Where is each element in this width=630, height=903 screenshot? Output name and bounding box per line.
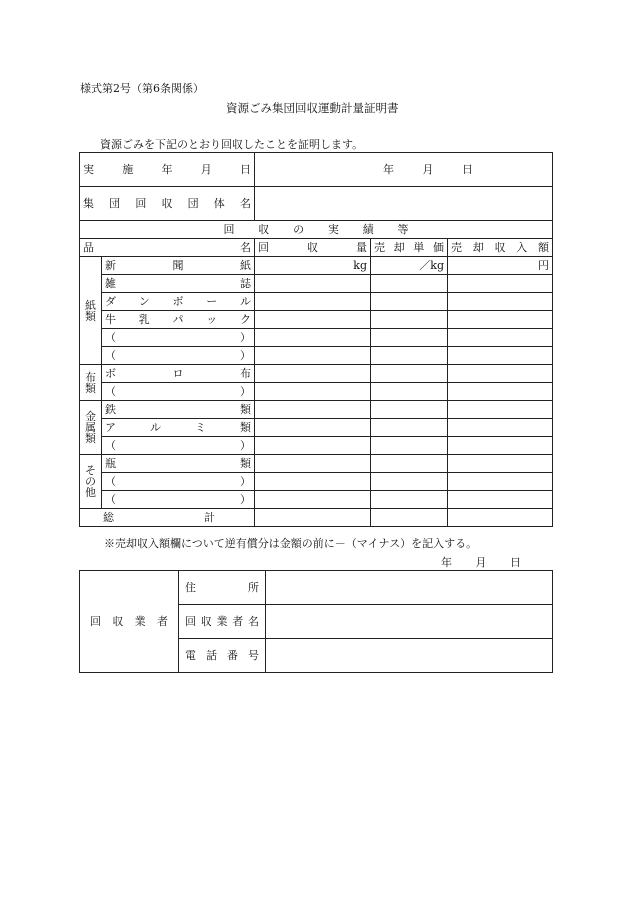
date-row [80,153,553,187]
char: ク [240,313,251,326]
char: 類 [240,421,251,434]
char: 却 [472,241,484,254]
char: 総 [103,511,114,524]
char: の [293,223,305,236]
unit-price-cell[interactable] [371,275,448,293]
table-row [80,437,553,455]
char: 雑 [105,277,116,290]
char: 牛 [105,313,116,326]
item-name-cell [102,401,255,419]
date-year: 年 [383,163,394,176]
char: 聞 [172,259,184,272]
char: 類 [85,381,96,395]
table-row [80,329,553,347]
char: 布 [85,370,96,384]
char: 号 [248,649,259,662]
item-name [105,422,251,433]
qty-cell[interactable] [255,365,371,383]
date-value-cell[interactable] [255,153,553,187]
char: 業 [134,615,146,628]
income-cell[interactable] [448,365,553,383]
item-name [105,404,251,415]
collector-field-value-cell[interactable] [266,605,553,639]
char: 乳 [138,313,150,326]
char: 収 [494,241,506,254]
item-name-cell[interactable] [102,437,255,455]
table-row [80,293,553,311]
char: 者 [232,615,244,628]
char: 回 [223,223,235,236]
char: 所 [248,581,259,594]
collector-row [80,571,553,605]
char: ボ [105,367,116,380]
char: の [85,475,96,488]
income-cell[interactable] [448,347,553,365]
item-name [105,314,251,325]
collector-table [79,570,553,673]
collector-label-cell [80,571,179,673]
char: 業 [216,615,228,628]
table-row [80,257,553,275]
col-income [448,239,553,257]
collector-field-label [185,650,259,661]
char: 類 [85,309,96,323]
col-qty [255,239,371,257]
unit-price-cell[interactable] [371,437,448,455]
char: ミ [195,421,206,434]
paren-close: ） [240,331,251,344]
col-item [80,239,255,257]
char: ン [138,295,150,308]
char: 回 [90,615,101,628]
char: 回 [258,241,269,254]
char: 価 [432,241,444,254]
paren-open: （ [105,475,116,488]
collector-field-label-cell [179,605,266,639]
item-name-cell [102,455,255,473]
total-label [103,512,215,523]
char: 収 [258,223,270,236]
paren-close: ） [240,439,251,452]
collector-label [90,616,168,627]
table-row [80,383,553,401]
item-name-cell [102,293,255,311]
category-label [80,300,101,322]
char: 紙 [85,298,96,312]
total-unit-price-cell[interactable] [371,509,448,527]
income-cell[interactable] [448,329,553,347]
char: 名 [239,197,251,210]
char: パ [172,313,184,326]
char: 売 [451,241,462,254]
col-income-label [451,242,549,253]
paren-close: ） [240,385,251,398]
income-cell[interactable] [448,455,553,473]
collector-field-value-cell[interactable] [266,639,553,673]
char: ッ [206,313,218,326]
qty-cell[interactable] [255,293,371,311]
char: 他 [85,486,96,499]
category-cell [80,455,102,509]
intro-text: 資源ごみを下記のとおり回収したことを証明します。 [100,138,364,151]
unit-price-cell[interactable] [371,419,448,437]
char: 額 [538,241,549,254]
qty-cell[interactable] [255,311,371,329]
item-name-cell[interactable] [102,491,255,509]
char: 回 [185,615,196,628]
qty-cell[interactable] [255,473,371,491]
category-cell [80,365,102,401]
total-qty-cell[interactable] [255,509,371,527]
char: ボ [172,295,184,308]
char: 収 [307,241,318,254]
char: 計 [204,511,215,524]
char: ダ [105,295,116,308]
qty-cell[interactable] [255,419,371,437]
item-name-cell [102,275,255,293]
date-day: 日 [462,163,473,176]
total-income-cell[interactable] [448,509,553,527]
sign-date-year: 年 [441,556,452,569]
qty-cell[interactable] [255,275,371,293]
char: 名 [240,241,251,254]
char: 実 [327,223,339,236]
sign-date-day: 日 [510,556,521,569]
section-title-cell [80,221,553,239]
char: 新 [105,259,116,272]
col-item-label [83,242,251,253]
income-cell[interactable] [448,275,553,293]
qty-cell[interactable] [255,401,371,419]
item-name [105,368,251,379]
char: 類 [85,432,96,445]
qty-cell[interactable] [255,329,371,347]
unit-price-cell[interactable] [371,365,448,383]
char: ロ [172,367,184,380]
char: 類 [240,403,251,416]
unit-price-cell[interactable] [371,455,448,473]
record-table [79,152,553,527]
table-row [80,491,553,509]
total-label-cell [80,509,255,527]
income-cell[interactable] [448,473,553,491]
char: 等 [397,223,409,236]
char: ー [206,295,218,308]
group-value-cell[interactable] [255,187,553,221]
char: 日 [240,163,251,176]
paren-close: ） [240,349,251,362]
total-row [80,509,553,527]
income-cell[interactable] [448,311,553,329]
char: 電 [185,649,196,662]
collector-field-value-cell[interactable] [266,571,553,605]
category-label [80,465,101,498]
form-number: 様式第2号（第6条関係） [80,82,204,95]
unit-price-cell[interactable] [371,401,448,419]
paren-close: ） [240,475,251,488]
qty-cell[interactable]: kg [255,257,371,275]
char: 誌 [240,277,251,290]
sign-date-month: 月 [475,556,487,569]
item-name [105,296,251,307]
char: 属 [85,421,96,434]
item-name-cell [102,257,255,275]
group-row [80,187,553,221]
char: 収 [200,615,212,628]
char: 実 [83,163,94,176]
income-cell[interactable] [448,491,553,509]
collector-field-label [185,582,259,593]
unit-price-cell[interactable] [371,311,448,329]
item-name-cell[interactable] [102,473,255,491]
document-title: 資源ごみ集団回収運動計量証明書 [226,101,399,115]
char: 団 [187,197,199,210]
table-row [80,275,553,293]
collector-field-label-cell [179,639,266,673]
char: 品 [83,241,94,254]
char: 番 [227,649,238,662]
paren-close: ） [240,493,251,506]
group-label-cell [80,187,255,221]
item-name-cell [102,365,255,383]
char: 布 [240,367,251,380]
char: 鉄 [105,403,116,416]
char: 売 [374,241,385,254]
item-name-cell[interactable] [102,347,255,365]
unit-price-cell[interactable] [371,329,448,347]
table-row [80,419,553,437]
item-name-cell [102,311,255,329]
char: 住 [185,581,196,594]
note-text: ※売却収入額欄について逆有償分は金額の前に－（マイナス）を記入する。 [104,537,478,550]
group-label [83,198,251,209]
table-row [80,311,553,329]
item-name [105,278,251,289]
char: 名 [248,615,259,628]
paren-open: （ [105,439,116,452]
qty-cell[interactable] [255,455,371,473]
char: 入 [516,241,528,254]
paren-open: （ [105,331,116,344]
char: 収 [112,615,124,628]
qty-cell[interactable] [255,491,371,509]
char: そ [85,464,96,477]
char: 回 [135,197,147,210]
char: 団 [109,197,121,210]
char: 類 [240,457,251,470]
char: 瓶 [105,457,116,470]
col-unit-price [371,239,448,257]
char: 施 [122,163,134,176]
char: 績 [362,223,374,236]
item-name-cell[interactable] [102,329,255,347]
char: 単 [413,241,425,254]
qty-cell[interactable] [255,437,371,455]
paren-open: （ [105,349,116,362]
unit-price-cell[interactable] [371,491,448,509]
table-row [80,455,553,473]
category-label [80,372,101,394]
char: 収 [161,197,173,210]
column-header-row [80,239,553,257]
income-cell[interactable]: 円 [448,257,553,275]
qty-cell[interactable] [255,383,371,401]
char: 金 [85,410,96,423]
section-title-row [80,221,553,239]
col-unit-price-label [374,242,444,253]
table-row [80,473,553,491]
char: ル [150,421,161,434]
char: 体 [213,197,225,210]
date-month: 月 [422,163,434,176]
table-row [80,347,553,365]
item-name-cell [102,419,255,437]
paren-open: （ [105,385,116,398]
category-label [80,411,101,444]
item-name [105,260,251,271]
char: 者 [156,615,168,628]
unit-price-cell[interactable] [371,473,448,491]
unit-price-cell[interactable] [371,383,448,401]
unit-price-cell[interactable] [371,293,448,311]
date-label-cell [80,153,255,187]
char: 集 [83,197,94,210]
qty-cell[interactable] [255,347,371,365]
collector-field-label-cell [179,571,266,605]
char: 却 [393,241,405,254]
income-cell[interactable] [448,419,553,437]
collector-field-label [185,616,259,627]
char: 年 [161,163,173,176]
category-cell [80,257,102,365]
unit-price-cell[interactable] [371,347,448,365]
char: 量 [356,241,367,254]
char: 紙 [240,259,251,272]
table-row [80,365,553,383]
paren-open: （ [105,493,116,506]
section-title [224,224,409,235]
char: 月 [200,163,212,176]
income-cell[interactable] [448,383,553,401]
char: ア [105,421,116,434]
date-label [83,164,251,175]
income-cell[interactable] [448,401,553,419]
sign-date [441,557,521,568]
item-name-cell[interactable] [102,383,255,401]
income-cell[interactable] [448,293,553,311]
unit-price-cell[interactable]: ／kg [371,257,448,275]
char: 話 [206,649,217,662]
table-row [80,401,553,419]
category-cell [80,401,102,455]
item-name [105,458,251,469]
col-qty-label [258,242,367,253]
char: ル [240,295,251,308]
income-cell[interactable] [448,437,553,455]
